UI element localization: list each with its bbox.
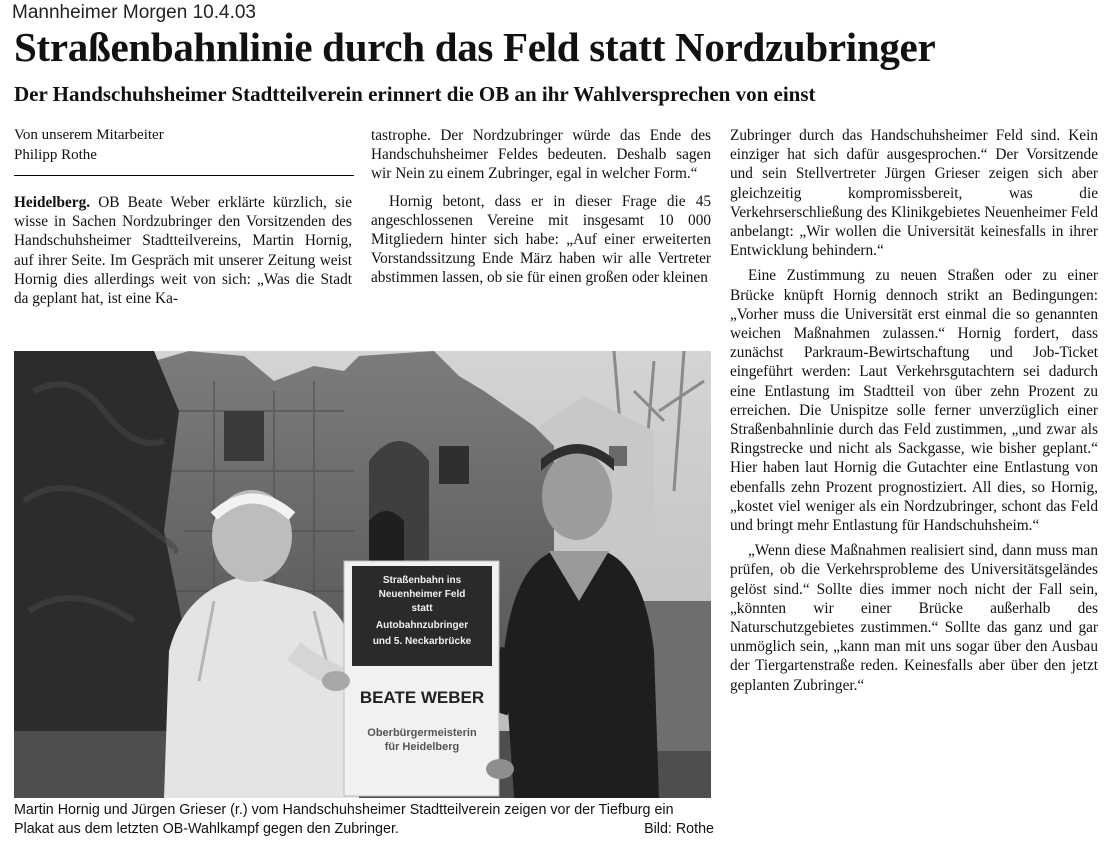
article-paragraph: tastrophe. Der Nordzubringer würde das Ende des Handschuhsheimer Feldes bedeuten. Deshalb sagen wir Nein zu einem Zubringer, egal in welcher Form.“	[371, 127, 711, 183]
ivy-left	[14, 351, 184, 798]
poster-candidate-name: BEATE WEBER	[359, 688, 485, 707]
article-column-3	[730, 126, 1098, 695]
article-paragraph: Eine Zustimmung zu neuen Straßen oder zu einer Brücke knüpft Hornig dennoch strikt an Bedingungen: „Vorher muss die Universität erst einmal die so genannten weichen Maßnahmen zulassen.“ Hornig fordert, dass zunächst Parkraum-Bewirtschaftung und Job-Ticket eingeführt werden: Laut Verkehrsgutachtern sei dadurch eine Entlastung im Stadtteil von über zehn Prozent zu erreichen. Die Unispitze solle ferner unverzüglich einer Straßenbahnlinie durch das Feld zustimmen, „und zwar als Ringstrecke und nicht als Sackgasse, wie bisher geplant.“ Hier haben laut Hornig die Gutachter eine Entlastung von ebenfalls zehn Prozent prognostiziert. All dies, so Hornig, „kostet viel weniger als ein Nordzubringer, schont das Feld und bringt mehr Entlastung für Handschuhsheim.“	[730, 267, 1098, 535]
poster-role-1: Oberbürgermeisterin	[367, 727, 477, 739]
article-paragraph: Hornig betont, dass er in dieser Frage die 45 angeschlossenen Vereine mit insgesamt 10 000 Mitgliedern hinter sich habe: „Auf einer erweiterten Vorstandssitzung Ende März haben wir alle Vertreter abstimmen lassen, ob sie für einen großen oder kleinen	[371, 192, 711, 287]
paragraph-text: OB Beate Weber erklärte kürzlich, sie wisse in Sachen Nordzubringer den Vorsitzenden des Handschuhsheimer Stadtteilvereins, Martin Hornig, auf ihrer Seite. Im Gespräch mit unserer Zeitung weist Hornig dies allerdings weit von sich: „Was die Stadt da geplant hat, ist eine Ka-	[14, 194, 353, 308]
byline	[14, 126, 354, 176]
byline-line-1: Von unserem Mitarbeiter	[14, 127, 164, 143]
castle-window	[439, 446, 469, 484]
article-column-1	[14, 193, 352, 308]
hand-left	[322, 671, 350, 691]
poster-line-2: Neuenheimer Feld	[378, 589, 466, 600]
poster-line-5: und 5. Neckarbrücke	[372, 636, 472, 647]
castle-window	[224, 411, 264, 461]
article-column-2	[371, 126, 711, 288]
poster-line-3: statt	[411, 603, 433, 614]
hand-right	[486, 759, 514, 779]
photo-illustration	[14, 351, 711, 798]
castle-door	[369, 511, 404, 566]
subheadline: Der Handschuhsheimer Stadtteilverein erinnert die OB an ihr Wahlversprechen von einst	[14, 82, 816, 106]
photo-caption	[14, 801, 714, 839]
poster-role-2: für Heidelberg	[384, 741, 460, 753]
caption-text: Martin Hornig und Jürgen Grieser (r.) vom Handschuhsheimer Stadtteilverein zeigen vor der Tiefburg ein Plakat aus dem letzten OB-Wahlkampf gegen den Zubringer.	[14, 802, 674, 837]
news-photo	[14, 351, 711, 798]
byline-author: Philipp Rothe	[14, 146, 97, 163]
poster-line-1: Straßenbahn ins	[382, 575, 462, 586]
article-paragraph: Zubringer durch das Handschuhsheimer Feld sind. Kein einziger hat sich dafür ausgesprochen.“ Der Vorsitzende und sein Stellvertreter Jürgen Grieser zeigen sich aber gleichzeitig kompromissbereit, was die Verkehrserschließung des Klinikgebietes Neuenheimer Feld anbelangt: „Wir wollen die Universität keinesfalls in ihrer Entwicklung behindern.“	[730, 127, 1098, 260]
newspaper-source: Mannheimer Morgen 10.4.03	[12, 2, 256, 23]
dateline: Heidelberg.	[14, 194, 91, 211]
photo-credit: Bild: Rothe	[644, 821, 714, 837]
article-paragraph: „Wenn diese Maßnahmen realisiert sind, dann muss man prüfen, ob die Verkehrsprobleme des Universitätsgeländes gelöst sind.“ Sollte dies immer noch nicht der Fall sein, „könnten wir einer Brücke außerhalb des Naturschutzgebietes zustimmen.“ Sollte das ganz und gar unmöglich sein, „kann man mit uns sogar über den Ausbau der Tiergartenstraße reden. Keinesfalls aber über den jetzt geplanten Zubringer.“	[730, 542, 1098, 694]
poster-line-4: Autobahnzubringer	[375, 620, 469, 631]
campaign-poster	[344, 561, 499, 796]
headline: Straßenbahnlinie durch das Feld statt Nordzubringer	[14, 24, 936, 70]
article-paragraph	[14, 193, 352, 308]
